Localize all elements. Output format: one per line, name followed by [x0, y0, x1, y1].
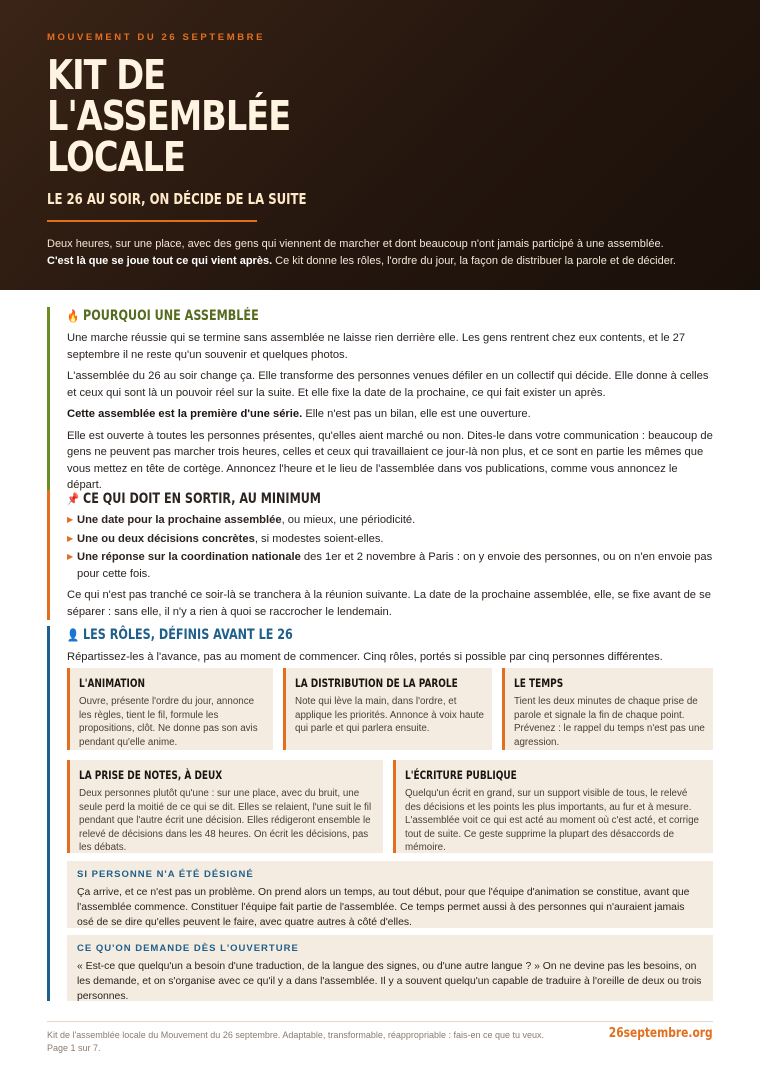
triangle-bullet-icon: ▶ [67, 552, 74, 561]
bullet-text: , ou mieux, une périodicité. [281, 514, 416, 526]
bullet-bold: Une date pour la prochaine assemblée [77, 514, 282, 526]
pin-icon: 📌 [67, 492, 79, 506]
intro-text: Ce kit donne les rôles, l'ordre du jour, la façon de distribuer la parole et de décider. [272, 255, 676, 267]
section-title [67, 626, 584, 644]
page-title [47, 51, 309, 181]
bullet-bold: Une réponse sur la coordination nationale [77, 551, 301, 563]
website-link[interactable]: 26septembre.org [609, 1026, 713, 1041]
page-subtitle: LE 26 AU SOIR, ON DÉCIDE DE LA SUITE [47, 190, 307, 208]
title-line: LOCALE [47, 133, 185, 181]
footer-text [47, 1029, 544, 1055]
note-no-one-designated [67, 861, 713, 928]
paragraph: L'assemblée du 26 au soir change ça. Elle transforme des personnes venues défiler en un collectif qui décide. Elle donne à celles et ceux qui sont là un pouvoir réel sur la suite. Et elle fixe la date de la prochaine, ce qui fait exister un après. [67, 370, 709, 399]
paragraph [67, 406, 713, 423]
role-card-text: Tient les deux minutes de chaque prise de parole et signale la fin de chaque point. Prévenez : le rappel du temps n'est pas une agression. [514, 696, 705, 748]
intro-bold: C'est là que se joue tout ce qui vient après. [47, 255, 273, 267]
paragraph-text: Elle n'est pas un bilan, elle est une ouverture. [302, 408, 531, 420]
hero-intro [47, 236, 713, 270]
bullet-text: , si modestes soient-elles. [254, 532, 384, 545]
note-opening-question [67, 935, 713, 1001]
role-card-title: LA DISTRIBUTION DE LA PAROLE [295, 676, 458, 690]
list-item [67, 531, 713, 548]
paragraph: Répartissez-les à l'avance, pas au moment de commencer. Cinq rôles, portés si possible par cinq personnes différentes. [67, 651, 663, 663]
title-line: KIT DE [47, 51, 166, 99]
fire-icon: 🔥 [67, 309, 79, 323]
section-title-text: POURQUOI UNE ASSEMBLÉE [83, 308, 259, 324]
note-title: CE QU'ON DEMANDE DÈS L'OUVERTURE [77, 943, 299, 954]
hero-divider [47, 220, 257, 222]
paragraph: Elle est ouverte à toutes les personnes présentes, qu'elles aient marché ou non. Dites-le dans votre communication : beaucoup de gens ne peuvent pas marcher trois heures, celles et ceux qui travaillaient ce jour-là non plus, et ce sont en partie les mêmes que vous mettez en tête de cortège. Annoncez l'heure et le lieu de l'assemblée dans vos publications, comme vous annoncez le départ. [67, 429, 713, 491]
role-card-title: LA PRISE DE NOTES, À DEUX [79, 768, 223, 782]
bullet-text: des 1er et 2 novembre à Paris : on y envoie des personnes, ou on n'en envoie pas pour cette fois. [77, 551, 713, 580]
role-card-text: Ouvre, présente l'ordre du jour, annonce les règles, tient le fil, formule les propositions, clôt. Ne donne pas son avis pendant qu'elle anime. [79, 696, 258, 748]
role-card-text: Note qui lève la main, dans l'ordre, et applique les priorités. Annonce à voix haute qui parle et qui parlera ensuite. [295, 696, 484, 735]
bullet-list [67, 512, 713, 582]
note-title: SI PERSONNE N'A ÉTÉ DÉSIGNÉ [77, 869, 254, 880]
role-card-public-writing [393, 760, 713, 853]
role-card-speaking-order [283, 668, 492, 750]
paragraph-bold: Cette assemblée est la première d'une série. [67, 408, 303, 420]
section-title [67, 490, 584, 508]
role-card-note-taking [67, 760, 383, 853]
page-number: Page 1 sur 7. [47, 1043, 101, 1053]
section-minimum-outcomes [47, 490, 713, 620]
triangle-bullet-icon: ▶ [67, 515, 74, 524]
role-card-title: L'ANIMATION [79, 676, 146, 690]
bullet-bold: Une ou deux décisions concrètes [77, 532, 255, 545]
person-icon: 👤 [67, 628, 79, 642]
paragraph: Une marche réussie qui se termine sans assemblée ne laisse rien derrière elle. Les gens rentrent chez eux contents, et le 27 septembre il ne reste qu'un souvenir et quelques photos. [67, 332, 686, 361]
role-card-title: L'ÉCRITURE PUBLIQUE [405, 768, 517, 782]
hero-header [0, 0, 760, 290]
role-card-text: Quelqu'un écrit en grand, sur un support visible de tous, le relevé des décisions et les points les plus importants, au fur et à mesure. L'assemblée voit ce qui est acté au moment où c'est acté, et corrige tout de suite. Ce geste supprime la plupart des désaccords de mémoire. [405, 788, 699, 854]
note-text: Ça arrive, et ce n'est pas un problème. On prend alors un temps, au tout début, pour que l'équipe d'animation se constitue, avant que l'assemblée commence. Constituer l'équipe fait partie de l'assemblée. Ce temps permet aussi à des personnes qui n'auraient jamais osé de se dire qu'elles peuvent le faire, avec quatre autres à côté d'elles. [77, 887, 690, 928]
note-text: « Est-ce que quelqu'un a besoin d'une traduction, de la langue des signes, ou d'une autre langue ? » On ne devine pas les besoins, on les demande, et on s'organise avec ce qu'il y a dans l'assemblée. Il y a souvent quelqu'un capable de traduire à l'oreille de deux ou trois personnes. [77, 961, 702, 1002]
list-item [67, 512, 713, 529]
triangle-bullet-icon: ▶ [67, 533, 74, 543]
role-card-text: Deux personnes plutôt qu'une : sur une place, avec du bruit, une seule perd la moitié de ce qui se dit. Elles se relaient, l'une suit le fil pendant que l'autre écrit une décision. Elles rédigeront ensemble le relevé de décisions dans les 48 heures. On écrit les décisions, pas les débats. [79, 788, 372, 854]
eyebrow: MOUVEMENT DU 26 SEPTEMBRE [47, 32, 266, 43]
section-title [67, 307, 584, 325]
list-item [67, 549, 713, 582]
paragraph: Ce qui n'est pas tranché ce soir-là se tranchera à la réunion suivante. La date de la prochaine assemblée, elle, se fixe avant de se séparer : sans elle, il n'y a rien à quoi se raccrocher le lendemain. [67, 589, 711, 618]
role-card-animation [67, 668, 273, 750]
section-why-assembly [47, 307, 713, 494]
section-title-text: LES RÔLES, DÉFINIS AVANT LE 26 [83, 627, 293, 643]
role-card-title: LE TEMPS [514, 676, 564, 690]
role-card-time [502, 668, 713, 750]
title-line: L'ASSEMBLÉE [47, 92, 291, 140]
section-title-text: CE QUI DOIT EN SORTIR, AU MINIMUM [83, 491, 321, 507]
footer-divider [47, 1021, 713, 1022]
intro-text: Deux heures, sur une place, avec des gens qui viennent de marcher et dont beaucoup n'ont jamais participé à une assemblée. [47, 238, 664, 250]
footer-line: Kit de l'assemblée locale du Mouvement du 26 septembre. Adaptable, transformable, réappropriable : fais-en ce que tu veux. [47, 1030, 545, 1040]
